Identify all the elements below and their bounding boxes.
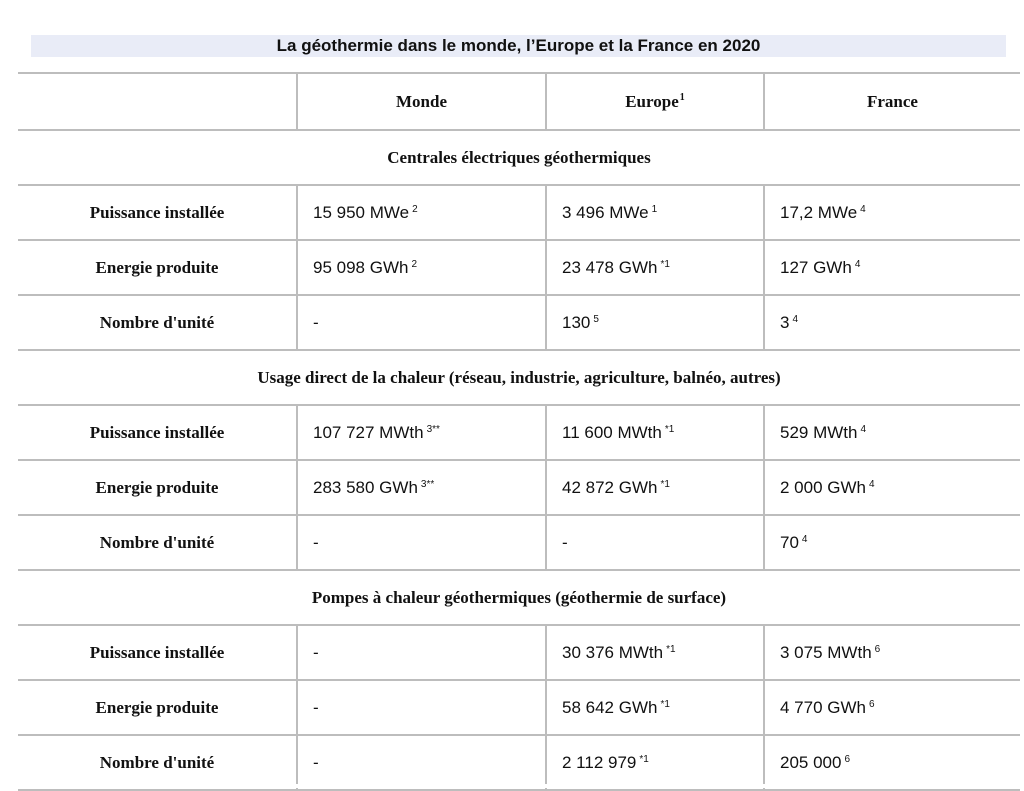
row-label: Puissance installée [18, 185, 297, 240]
header-label: Monde [396, 91, 447, 111]
value-cell [764, 625, 1020, 680]
cell-value: 11 600 MWth [562, 422, 662, 442]
value-cell [764, 295, 1020, 350]
cell-value: - [313, 642, 319, 662]
value-cell [297, 680, 546, 735]
value-cell [764, 460, 1020, 515]
row-label: Nombre d'unité [18, 295, 297, 350]
cell-value: 15 950 MWe [313, 202, 410, 222]
cell-value: 4 770 GWh [780, 697, 866, 717]
footnote-ref: *1 [660, 698, 670, 710]
value-cell [764, 680, 1020, 735]
cell-value: 58 642 GWh [562, 697, 658, 717]
table-body [18, 73, 1020, 790]
footnote-ref: 1 [651, 203, 658, 215]
value-cell [546, 405, 764, 460]
footnote-ref: 3** [426, 423, 440, 435]
cell-value: - [313, 752, 319, 772]
section-title: Usage direct de la chaleur (réseau, industrie, agriculture, balnéo, autres) [18, 350, 1020, 405]
value-cell [297, 185, 546, 240]
value-cell [297, 735, 546, 790]
footnote-ref: 6 [844, 753, 851, 765]
table-title-bar [31, 35, 1006, 57]
cell-value: - [313, 697, 319, 717]
cell-value: 42 872 GWh [562, 477, 658, 497]
header-france [764, 73, 1020, 130]
table-row [18, 460, 1020, 515]
table-row [18, 405, 1020, 460]
footnote-ref: *1 [639, 753, 649, 765]
cell-value: 30 376 MWth [562, 642, 664, 662]
section-title: Centrales électriques géothermiques [18, 130, 1020, 185]
geothermal-table [18, 72, 1020, 791]
cell-value: 3 075 MWth [780, 642, 872, 662]
row-label: Puissance installée [18, 405, 297, 460]
footnote-ref: *1 [666, 643, 676, 655]
row-label: Nombre d'unité [18, 515, 297, 570]
footnote-ref: 4 [854, 258, 861, 270]
header-europe [546, 73, 764, 130]
value-cell [764, 515, 1020, 570]
value-cell [546, 185, 764, 240]
value-cell [764, 735, 1020, 790]
cell-value: 130 [562, 312, 591, 332]
header-monde [297, 73, 546, 130]
header-label: France [867, 91, 918, 111]
row-label: Energie produite [18, 680, 297, 735]
cell-value: 95 098 GWh [313, 257, 409, 277]
footnote-ref: 2 [412, 203, 418, 215]
value-cell [546, 295, 764, 350]
cell-value: - [313, 532, 319, 552]
table-row [18, 515, 1020, 570]
section-row [18, 350, 1020, 405]
cell-value: 2 112 979 [562, 752, 637, 772]
cell-value: 3 496 MWe [562, 202, 649, 222]
cell-value: 107 727 MWth [313, 422, 424, 442]
row-label: Nombre d'unité [18, 735, 297, 790]
footnote-ref: 4 [860, 423, 867, 435]
footnote-ref: 4 [860, 203, 866, 215]
footnote-ref: *1 [664, 423, 675, 435]
cell-value: 3 [780, 312, 790, 332]
bottom-crop-edge [0, 784, 1024, 788]
row-label: Energie produite [18, 240, 297, 295]
footnote-ref: 6 [874, 643, 881, 655]
cell-value: 70 [780, 532, 799, 552]
footnote-ref: *1 [660, 258, 670, 270]
value-cell [297, 240, 546, 295]
value-cell [297, 405, 546, 460]
footnote-ref: 2 [411, 258, 418, 270]
value-cell [546, 625, 764, 680]
table-row [18, 240, 1020, 295]
value-cell [297, 460, 546, 515]
cell-value: 205 000 [780, 752, 842, 772]
table-row [18, 625, 1020, 680]
value-cell [546, 680, 764, 735]
value-cell [546, 240, 764, 295]
value-cell [764, 240, 1020, 295]
cell-value: 127 GWh [780, 257, 852, 277]
value-cell [546, 515, 764, 570]
cell-value: 23 478 GWh [562, 257, 658, 277]
value-cell [297, 625, 546, 680]
table-row [18, 680, 1020, 735]
section-row [18, 570, 1020, 625]
cell-value: 529 MWth [780, 422, 858, 442]
cell-value: - [313, 312, 319, 332]
section-title: Pompes à chaleur géothermiques (géothermie de surface) [18, 570, 1020, 625]
footnote-ref: 5 [593, 313, 599, 325]
footnote-ref: 6 [869, 698, 875, 710]
value-cell [297, 515, 546, 570]
section-row [18, 130, 1020, 185]
value-cell [764, 185, 1020, 240]
value-cell [546, 460, 764, 515]
value-cell [297, 295, 546, 350]
row-label: Energie produite [18, 460, 297, 515]
table-title: La géothermie dans le monde, l’Europe et la France en 2020 [276, 36, 761, 55]
row-label: Puissance installée [18, 625, 297, 680]
footnote-ref: 1 [679, 91, 685, 103]
footnote-ref: *1 [660, 478, 670, 490]
cell-value: - [562, 532, 568, 552]
footnote-ref: 4 [869, 478, 875, 490]
header-empty-cell [18, 73, 297, 130]
table-row [18, 735, 1020, 790]
value-cell [764, 405, 1020, 460]
table-row [18, 185, 1020, 240]
value-cell [546, 735, 764, 790]
table-row [18, 295, 1020, 350]
footnote-ref: 3** [420, 478, 435, 490]
header-row [18, 73, 1020, 130]
cell-value: 2 000 GWh [780, 477, 866, 497]
cell-value: 283 580 GWh [313, 477, 418, 497]
footnote-ref: 4 [792, 313, 799, 325]
footnote-ref: 4 [801, 533, 808, 545]
header-label: Europe [625, 91, 679, 111]
cell-value: 17,2 MWe [780, 202, 858, 222]
